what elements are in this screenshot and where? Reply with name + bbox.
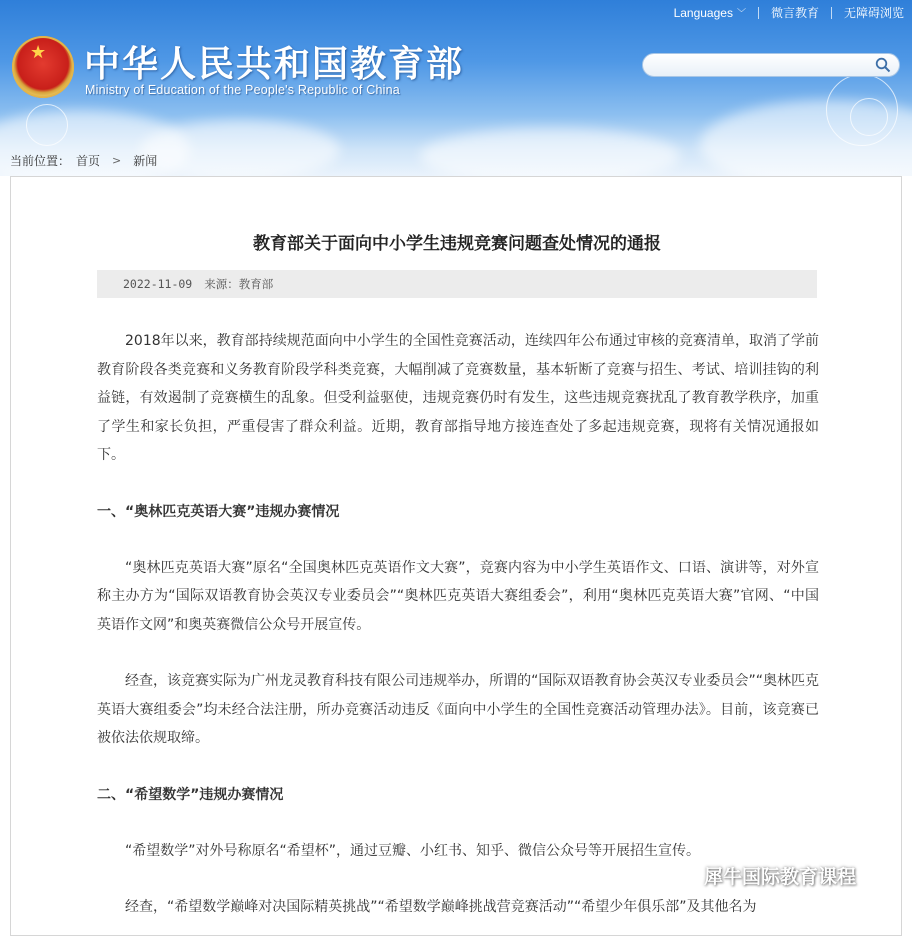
section-heading: 二、“希望数学”违规办赛情况 bbox=[97, 786, 284, 803]
cloud-decoration bbox=[420, 128, 680, 176]
breadcrumb-news-link[interactable]: 新闻 bbox=[133, 154, 158, 168]
breadcrumb bbox=[10, 152, 157, 169]
paragraph: “奥林匹克英语大赛”原名“全国奥林匹克英语作文大赛”，竞赛内容为中小学生英语作文、口语、演讲等，对外宣称主办方为“国际双语教育协会英汉专业委员会”“奥林匹克英语大赛组委会”，利用“奥林匹克英语大赛”官网、“中国英语作文网”和奥英赛微信公众号开展宣传。 bbox=[97, 559, 819, 633]
languages-menu[interactable] bbox=[674, 6, 746, 20]
article-date: 2022-11-09 bbox=[123, 277, 193, 291]
site-subtitle: Ministry of Education of the People's Republic of China bbox=[85, 83, 400, 97]
watermark-text: 犀牛国际教育课程 bbox=[704, 865, 857, 888]
top-navigation bbox=[674, 4, 904, 21]
dandelion-decoration bbox=[850, 98, 888, 136]
emblem-star-icon: ★ bbox=[30, 42, 47, 63]
wechat-icon bbox=[672, 862, 698, 888]
section-heading: 一、“奥林匹克英语大赛”违规办赛情况 bbox=[97, 503, 340, 520]
weibo-link[interactable]: 微言教育 bbox=[770, 6, 819, 20]
article-panel bbox=[10, 176, 902, 936]
search-box bbox=[642, 53, 900, 77]
search-icon[interactable] bbox=[875, 57, 891, 73]
site-title[interactable]: 中华人民共和国教育部 bbox=[84, 44, 465, 85]
nav-divider bbox=[758, 7, 759, 19]
paragraph: 经查，“希望数学巅峰对决国际精英挑战”“希望数学巅峰挑战营竞赛活动”“希望少年俱乐部”及其他名为 bbox=[125, 899, 757, 915]
breadcrumb-label: 当前位置： bbox=[10, 154, 71, 168]
article-body bbox=[97, 327, 819, 950]
article-source: 来源：教育部 bbox=[204, 277, 274, 291]
nav-divider bbox=[831, 7, 832, 19]
search-input[interactable] bbox=[655, 57, 869, 75]
accessibility-link[interactable]: 无障碍浏览 bbox=[843, 6, 904, 20]
site-header bbox=[0, 0, 912, 176]
article-meta bbox=[97, 270, 817, 298]
dandelion-decoration bbox=[26, 104, 68, 146]
cloud-decoration bbox=[140, 120, 340, 176]
chevron-down-icon: ﹀ bbox=[736, 8, 746, 18]
paragraph: 2018年以来，教育部持续规范面向中小学生的全国性竞赛活动，连续四年公布通过审核的竞赛清单，取消了学前教育阶段各类竞赛和义务教育阶段学科类竞赛，大幅削减了竞赛数量，基本斩断了竞赛与招生、考试、培训挂钩的利益链，有效遏制了竞赛横生的乱象。但受利益驱使，违规竞赛仍时有发生，这些违规竞赛扰乱了教育教学秩序，加重了学生和家长负担，严重侵害了群众利益。近期，教育部指导地方接连查处了多起违规竞赛，现将有关情况通报如下。 bbox=[97, 333, 819, 463]
article-title: 教育部关于面向中小学生违规竞赛问题查处情况的通报 bbox=[253, 234, 661, 254]
breadcrumb-home-link[interactable]: 首页 bbox=[76, 154, 101, 168]
watermark bbox=[672, 858, 856, 892]
chevron-right-icon: > bbox=[112, 154, 122, 167]
languages-label: Languages bbox=[673, 5, 733, 20]
paragraph: 经查，该竞赛实际为广州龙灵教育科技有限公司违规举办，所谓的“国际双语教育协会英汉专业委员会”“奥林匹克英语大赛组委会”均未经合法注册，所办竞赛活动违反《面向中小学生的全国性竞赛活动管理办法》。目前，该竞赛已被依法依规取缔。 bbox=[97, 673, 819, 746]
paragraph: “希望数学”对外号称原名“希望杯”，通过豆瓣、小红书、知乎、微信公众号等开展招生宣传。 bbox=[125, 842, 701, 859]
